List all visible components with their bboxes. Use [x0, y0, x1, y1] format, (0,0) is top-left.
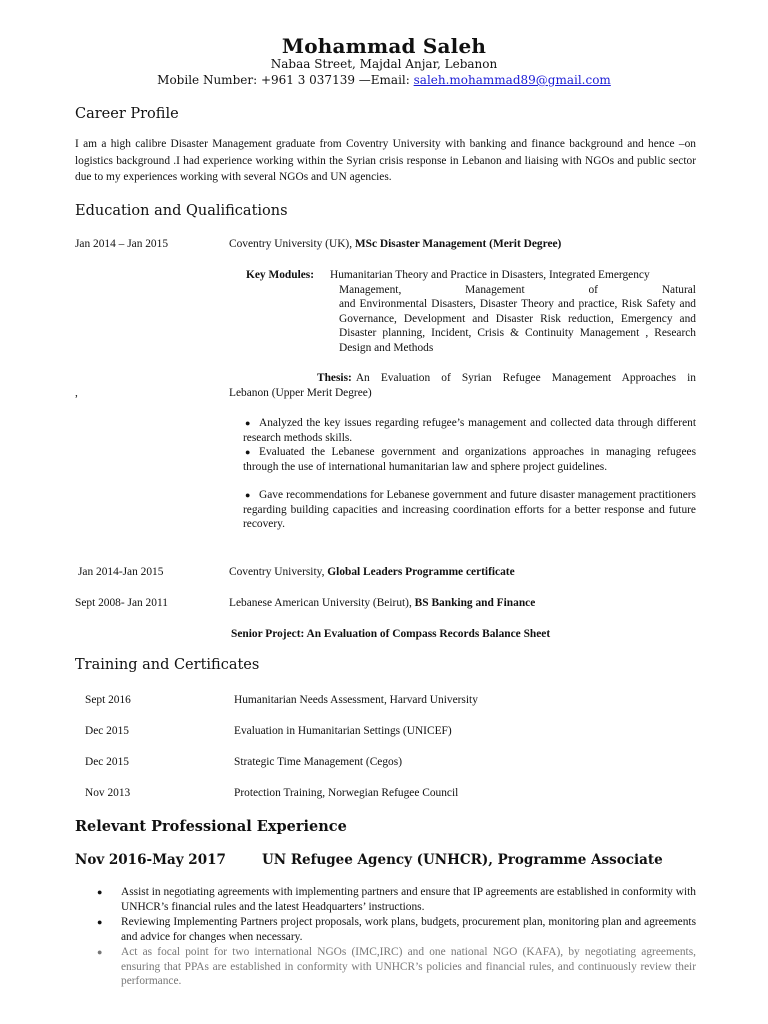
key-modules-word: Natural — [661, 284, 696, 296]
bullet-text: Evaluated the Lebanese government and organizations approaches in managing refugees through the use of international humanitarian law and sphere project guidelines. — [243, 446, 696, 473]
thesis-title-cont: Lebanon (Upper Merit Degree) — [229, 387, 372, 399]
key-modules-word: Management, — [339, 284, 402, 296]
key-modules-word: of — [588, 284, 598, 296]
training-date: Nov 2013 — [85, 787, 131, 799]
education-entry-2 — [229, 565, 515, 579]
list-item — [75, 945, 696, 989]
institution: Coventry University (UK), — [229, 238, 355, 250]
bullet-icon: ● — [97, 947, 103, 957]
career-profile-text: I am a high calibre Disaster Management graduate from Coventry University with banking and finance background and hence –on logistics background .I had experience working within the Syrian crisis response in Lebanon and liaising with NGOs and public sector due to my experiences working with several NGOs and UN agencies. — [75, 138, 696, 183]
bullet-icon: ● — [245, 418, 251, 428]
address: Nabaa Street, Majdal Anjar, Lebanon — [270, 57, 498, 71]
key-modules-line-1: Humanitarian Theory and Practice in Disasters, Integrated Emergency — [330, 269, 650, 281]
institution: Lebanese American University (Beirut), — [229, 597, 415, 609]
degree: BS Banking and Finance — [414, 597, 536, 609]
career-profile-heading: Career Profile — [75, 106, 179, 122]
list-item — [243, 488, 696, 532]
key-modules-line-2 — [339, 283, 696, 297]
bullet-text: Assist in negotiating agreements with implementing partners and ensure that IP agreements are established in conformity with UNHCR’s financial rules and the latest Headquarters’ instructions. — [121, 886, 696, 913]
education-date-3: Sept 2008- Jan 2011 — [75, 597, 168, 609]
key-modules-label: Key Modules: — [246, 269, 315, 281]
job-title: UN Refugee Agency (UNHCR), Programme Associate — [262, 852, 663, 868]
key-modules-rest: and Environmental Disasters, Disaster Theory and practice, Risk Safety and Governance, Development and Disaster Risk reduction, Emergency and Disaster planning, Incident, Crisis & Continuity Management , Research Design and Methods — [339, 298, 696, 354]
education-entry-3 — [229, 596, 535, 610]
education-entry-1 — [229, 237, 561, 251]
contact-prefix: Mobile Number: +961 3 037139 —Email: — [157, 73, 414, 87]
training-title: Protection Training, Norwegian Refugee Council — [234, 787, 459, 799]
training-date: Dec 2015 — [85, 756, 129, 768]
institution: Coventry University, — [229, 566, 328, 578]
experience-heading: Relevant Professional Experience — [75, 818, 347, 835]
list-item — [243, 416, 696, 445]
education-date-1: Jan 2014 – Jan 2015 — [75, 238, 169, 250]
bullet-icon: ● — [245, 447, 251, 457]
stray-comma: , — [75, 387, 78, 399]
education-heading: Education and Qualifications — [75, 203, 288, 219]
senior-project: Senior Project: An Evaluation of Compass Records Balance Sheet — [231, 628, 551, 640]
contact-line — [0, 73, 768, 87]
degree: Global Leaders Programme certificate — [327, 566, 515, 578]
training-date: Sept 2016 — [85, 694, 131, 706]
bullet-text: Act as focal point for two international NGOs (IMC,IRC) and one national NGO (KAFA), by negotiating agreements, ensuring that PPAs are established in conformity with UNHCR’s policies and financial rules, and continuously review their performance. — [121, 946, 696, 987]
thesis-title: An Evaluation of Syrian Refugee Management Approaches in — [355, 372, 696, 384]
key-modules-word: Management — [465, 284, 525, 296]
bullet-text: Reviewing Implementing Partners project proposals, work plans, budgets, procurement plan, monitoring plan and agreements and advice for changes when necessary. — [121, 916, 696, 943]
thesis-label: Thesis: — [317, 372, 352, 384]
list-item — [75, 915, 696, 944]
training-heading: Training and Certificates — [75, 657, 260, 673]
bullet-text: Gave recommendations for Lebanese government and future disaster management practitioners regarding building capacities and increasing coordination efforts for a better response and future recovery. — [243, 489, 696, 530]
candidate-name: Mohammad Saleh — [281, 34, 487, 58]
training-title: Strategic Time Management (Cegos) — [234, 756, 402, 768]
experience-bullets — [75, 885, 696, 990]
training-title: Evaluation in Humanitarian Settings (UNICEF) — [234, 725, 452, 737]
bullet-text: Analyzed the key issues regarding refugee’s management and collected data through different research methods skills. — [243, 417, 696, 444]
list-item — [243, 445, 696, 474]
email-link[interactable]: saleh.mohammad89@gmail.com — [413, 73, 611, 87]
job-dates: Nov 2016-May 2017 — [75, 852, 226, 868]
degree: MSc Disaster Management (Merit Degree) — [354, 238, 562, 250]
thesis-bullets — [243, 416, 696, 532]
bullet-icon: ● — [245, 490, 251, 500]
bullet-icon: ● — [97, 887, 103, 897]
bullet-icon: ● — [97, 917, 103, 927]
education-date-2: Jan 2014-Jan 2015 — [78, 566, 164, 578]
list-item — [75, 885, 696, 914]
training-title: Humanitarian Needs Assessment, Harvard University — [234, 694, 478, 706]
thesis-line-1 — [317, 371, 696, 385]
training-date: Dec 2015 — [85, 725, 129, 737]
